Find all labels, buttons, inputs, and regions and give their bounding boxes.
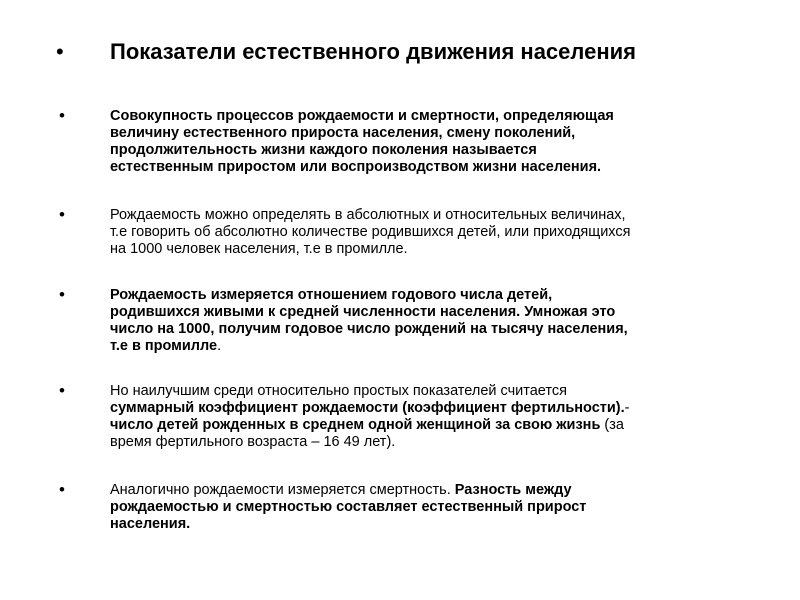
- paragraph-4-line-4: время фертильного возраста – 16 49 лет).: [110, 434, 396, 450]
- paragraph-2-line-2: т.е говорить об абсолютно количестве родившихся детей, или приходящихся: [110, 224, 631, 240]
- paragraph-3-line-4-end: .: [217, 338, 222, 354]
- paragraph-3-line-4: [110, 338, 770, 355]
- paragraph-3: [110, 287, 770, 355]
- paragraph-4-line-2-end: -: [624, 400, 630, 416]
- paragraph-3-line-3: число на 1000, получим годовое число рождений на тысячу населения,: [110, 321, 628, 337]
- paragraph-5-line-1-bold: Разность между: [454, 482, 572, 498]
- bullet-2: •: [59, 205, 65, 224]
- paragraph-1-line-3: продолжительность жизни каждого поколения называется: [110, 142, 537, 158]
- bullet-4: •: [59, 381, 65, 400]
- paragraph-4-line-1: Но наилучшим среди относительно простых показателей считается: [110, 383, 567, 399]
- paragraph-4-line-3: [110, 417, 770, 434]
- paragraph-5-line-2: рождаемостью и смертностью составляет естественный прирост: [110, 499, 587, 515]
- paragraph-4: [110, 383, 770, 451]
- paragraph-2-line-1: Рождаемость можно определять в абсолютных и относительных величинах,: [110, 207, 626, 223]
- paragraph-1-line-2: величину естественного прироста населения, смену поколений,: [110, 125, 576, 141]
- paragraph-5-line-1-normal: Аналогично рождаемости измеряется смертность.: [110, 482, 455, 498]
- paragraph-4-line-3-end: (за: [600, 417, 624, 433]
- paragraph-1: [110, 108, 770, 176]
- paragraph-5-line-1: [110, 482, 770, 499]
- paragraph-2: [110, 207, 770, 258]
- paragraph-5-line-3: населения.: [110, 516, 191, 532]
- bullet-1: •: [59, 106, 65, 125]
- title-bullet: •: [56, 39, 64, 64]
- paragraph-1-line-4: естественным приростом или воспроизводством жизни населения.: [110, 159, 602, 175]
- paragraph-1-line-1: Совокупность процессов рождаемости и смертности, определяющая: [110, 108, 614, 124]
- paragraph-4-line-2-bold: суммарный коэффициент рождаемости (коэффициент фертильности).: [110, 400, 625, 416]
- paragraph-3-line-4-bold: т.е в промилле: [110, 338, 218, 354]
- paragraph-5: [110, 482, 770, 533]
- paragraph-4-line-2: [110, 400, 770, 417]
- paragraph-3-line-1: Рождаемость измеряется отношением годового числа детей,: [110, 287, 553, 303]
- slide-title: Показатели естественного движения населения: [110, 39, 636, 64]
- bullet-5: •: [59, 480, 65, 499]
- paragraph-4-line-3-bold: число детей рожденных в среднем одной женщиной за свою жизнь: [110, 417, 601, 433]
- paragraph-2-line-3: на 1000 человек населения, т.е в промилле.: [110, 241, 408, 257]
- bullet-3: •: [59, 285, 65, 304]
- paragraph-3-line-2: родившихся живыми к средней численности населения. Умножая это: [110, 304, 616, 320]
